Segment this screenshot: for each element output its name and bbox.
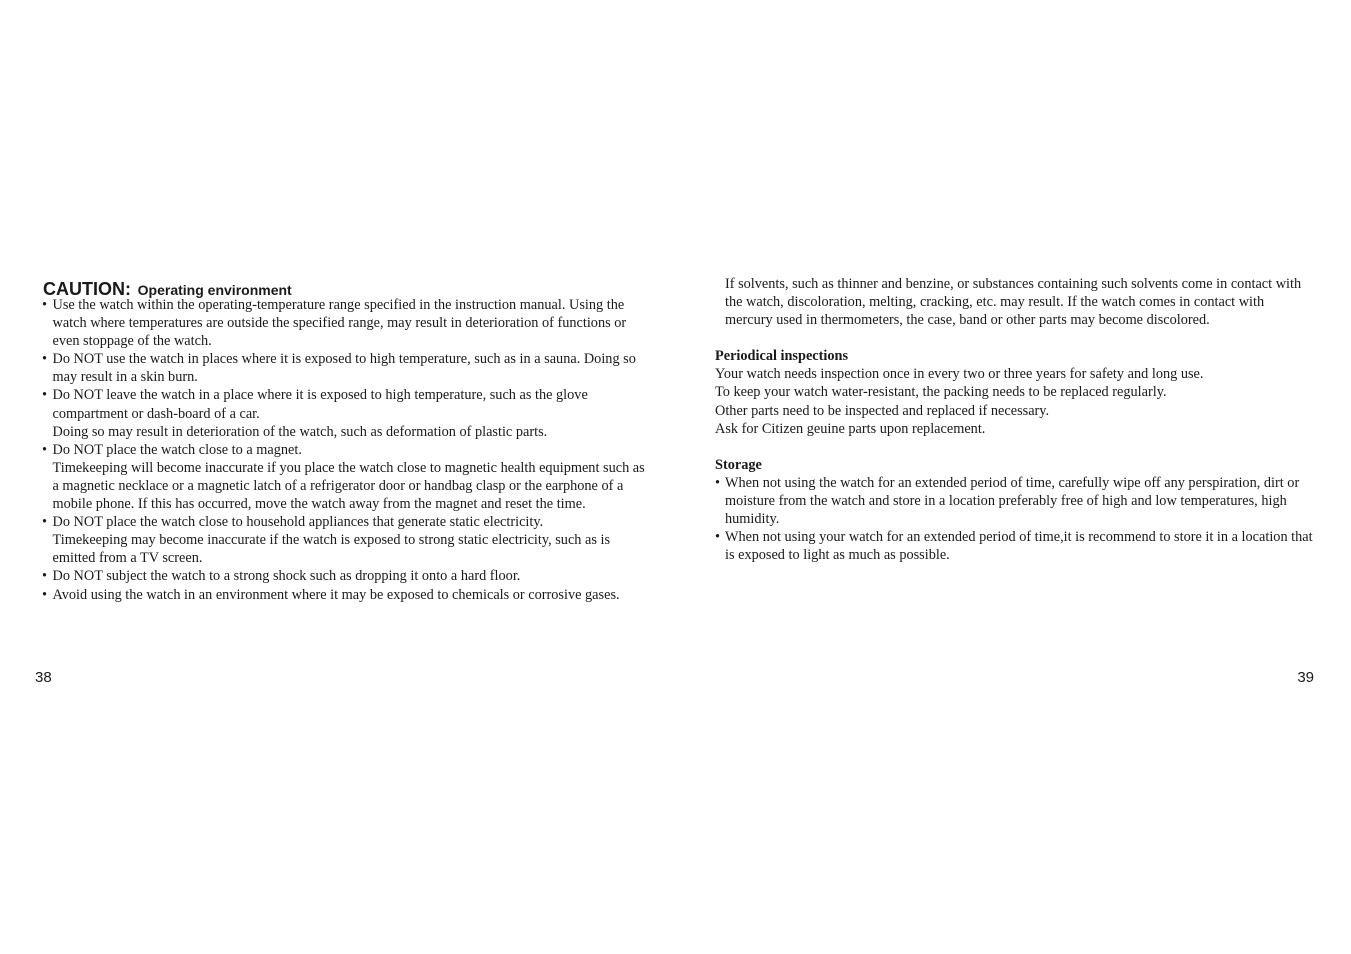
caution-label: CAUTION: <box>43 279 131 299</box>
list-item <box>42 513 652 567</box>
list-item <box>715 474 1315 528</box>
list-item <box>42 586 652 604</box>
left-page <box>0 0 675 954</box>
list-item <box>42 350 652 386</box>
bullet: • <box>715 474 721 491</box>
list-item-text: When not using the watch for an extended period of time, carefully wipe off any perspiration, dirt or moisture from the watch and store in a location preferably free of high and low temperatures, high humidity. <box>725 474 1300 528</box>
bullet: • <box>715 529 721 546</box>
list-item-text: Do NOT leave the watch in a place where it is exposed to high temperature, such as the glove compartment or dash-board of a car. <box>52 387 588 422</box>
list-item-text: When not using your watch for an extended period of time,it is recommend to store it in a location that is exposed to light as much as possible. <box>725 529 1313 564</box>
list-item <box>42 567 652 585</box>
inspections-line: Your watch needs inspection once in every two or three years for safety and long use. <box>715 366 1204 383</box>
bullet: • <box>42 351 48 368</box>
bullet: • <box>42 586 48 603</box>
storage-heading: Storage <box>715 456 762 473</box>
list-item-note: Doing so may result in deterioration of the watch, such as deformation of plastic parts. <box>52 423 548 440</box>
page-number-right: 39 <box>1297 669 1314 686</box>
bullet: • <box>42 297 48 313</box>
list-item <box>42 441 652 513</box>
list-item <box>715 528 1315 564</box>
right-page <box>675 0 1351 954</box>
list-item-text: Do NOT place the watch close to a magnet. <box>52 441 302 458</box>
caution-subtitle: Operating environment <box>137 282 292 298</box>
continuation-paragraph: If solvents, such as thinner and benzine, or substances containing such solvents come in contact with the watch, discoloration, melting, cracking, etc. may result. If the watch comes in contact with mercury used in thermometers, the case, band or other parts may become discolored. <box>725 276 1302 329</box>
list-item-text: Avoid using the watch in an environment where it may be exposed to chemicals or corrosive gases. <box>52 586 620 603</box>
right-content <box>715 275 1315 564</box>
bullet: • <box>42 387 48 404</box>
inspections-line: To keep your watch water-resistant, the packing needs to be replaced regularly. <box>715 384 1167 401</box>
page-number-left: 38 <box>35 669 52 686</box>
list-item <box>42 386 652 440</box>
bullet: • <box>42 441 48 458</box>
inspections-line: Ask for Citizen geuine parts upon replacement. <box>715 420 986 437</box>
list-item-text: Do NOT subject the watch to a strong shock such as dropping it onto a hard floor. <box>52 568 521 585</box>
list-item-note: Timekeeping may become inaccurate if the watch is exposed to strong static electricity, such as is emitted from a TV screen. <box>52 532 611 567</box>
list-item-note: Timekeeping will become inaccurate if you place the watch close to magnetic health equipment such as a magnetic necklace or a magnetic latch of a refrigerator door or handbag clasp or the earphone of a mobile phone. If this has occurred, move the watch away from the magnet and reset the time. <box>52 459 645 513</box>
bullet: • <box>42 568 48 585</box>
inspections-line: Other parts need to be inspected and replaced if necessary. <box>715 402 1050 419</box>
list-item-text: Do NOT place the watch close to household appliances that generate static electricity. <box>52 514 544 531</box>
caution-list <box>42 296 652 604</box>
list-item-text: Use the watch within the operating-temperature range specified in the instruction manual. Using the watch where temperatures are outside the specified range, may result in deterioration of functions or even stoppage of the watch. <box>52 297 627 350</box>
list-item <box>42 296 652 350</box>
inspections-heading: Periodical inspections <box>715 348 849 365</box>
bullet: • <box>42 514 48 531</box>
list-item-text: Do NOT use the watch in places where it is exposed to high temperature, such as in a sauna. Doing so may result in a skin burn. <box>52 351 636 386</box>
